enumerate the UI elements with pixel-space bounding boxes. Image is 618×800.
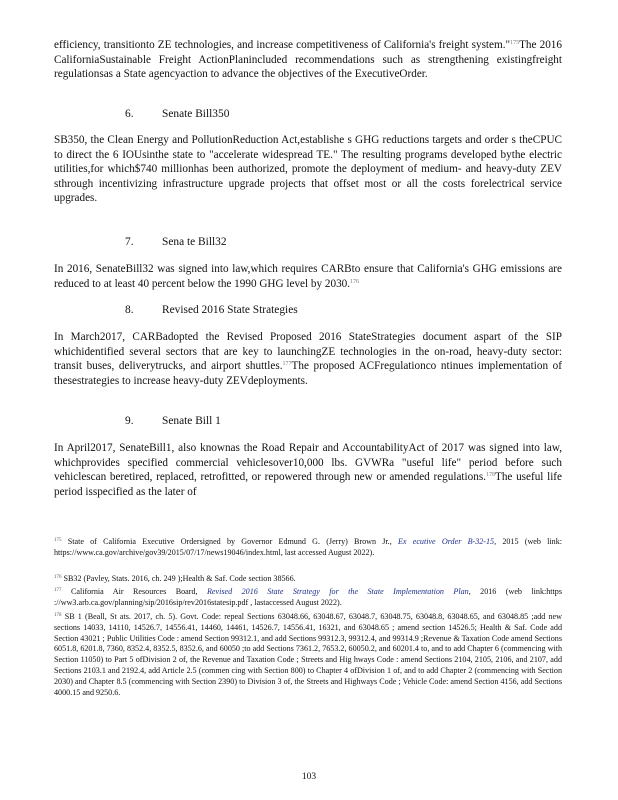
heading-title: Revised 2016 State Strategies xyxy=(162,304,298,316)
heading-title: Sena te Bill32 xyxy=(162,236,227,248)
page-number: 103 xyxy=(301,772,317,782)
paragraph-text: SB350, the Clean Energy and PollutionReduction Act,establishe s GHG reductions targets and order s theCPUC to direct the 6 IOUsinthe state to "accelerate widespread TE." The resulting programs developed bythe electric utilities,for which$740 millionhas been authorized, promote the deployment of medium- and heavy-duty ZEV sthrough incentivizing infrastructure upgrade projects that offset most or all the costs forelectrical service upgrades. xyxy=(54,134,562,205)
paragraph-text: The proposed ACFregulationco ntinues implementation of thesestrategies to increase heavy-duty ZEVdeployments. xyxy=(54,360,563,387)
footnote-ref-175[interactable]: 175 xyxy=(510,40,520,46)
paragraph-text: In March2017, CARBadopted the Revised Proposed 2016 StateStrategies document aspart of the SIP whichidentified several sectors that are key to launchingZE technologies in the on-road, heavy-duty sector: transit buses, deliverytrucks, and airport shuttles. xyxy=(54,331,562,373)
footnote-text: , 2016 (web link:https ://ww3.arb.ca.gov/planning/sip/2016sip/rev2016statesip.pdf , lastaccessed August 2022). xyxy=(54,587,563,607)
footnote-mark: 175 xyxy=(54,538,62,543)
footnote-mark: 177 xyxy=(54,588,62,593)
heading-number: 8. xyxy=(125,304,134,316)
footnote-mark: 176 xyxy=(54,575,62,580)
paragraph-freight-plan xyxy=(54,38,562,82)
paragraph-text: In April2017, SenateBill1, also knownas the Road Repair and AccountabilityAct of 2017 was signed into law, whichprovides specified commercial vehiclesover10,000 lbs. GVWRa "useful life" period before such vehiclescan beretired, replaced, retrofitted, or repowered through new or amended regulations. xyxy=(54,442,562,484)
heading-number: 6. xyxy=(125,108,134,120)
heading-senate-bill-1 xyxy=(125,414,221,428)
heading-title: Senate Bill 1 xyxy=(162,415,221,427)
paragraph-state-strategies xyxy=(54,330,562,388)
footnote-ref-178[interactable]: 178 xyxy=(485,472,495,479)
heading-title: Senate Bill350 xyxy=(162,108,230,120)
footnote-ref-177[interactable]: 177 xyxy=(282,361,292,368)
footnote-text: California Air Resources Board, xyxy=(70,587,198,596)
heading-number: 9. xyxy=(125,415,134,427)
heading-senate-bill-350 xyxy=(125,107,229,121)
footnote-separator xyxy=(54,530,204,531)
heading-revised-2016-state-strategies xyxy=(125,303,298,317)
footnote-citation-title: Ex ecutive Order B-32-15 xyxy=(397,537,495,546)
footnote-text: State of California Executive Ordersigned by Governor Edmund G. (Jerry) Brown Jr., xyxy=(67,537,392,546)
footnote-citation-title: Revised 2016 State Strategy for the State Implementation Plan xyxy=(206,587,469,596)
footnote-text: , 2015 (web link: https://www.ca.gov/archive/gov39/2015/07/17/news19046/index.html, last accessed August 2022). xyxy=(54,537,562,557)
footnote-mark: 178 xyxy=(54,613,62,618)
paragraph-sb1 xyxy=(54,441,562,499)
footnote-177 xyxy=(54,587,562,609)
footnote-178 xyxy=(54,612,562,698)
footnote-175 xyxy=(54,537,562,559)
heading-senate-bill-32 xyxy=(125,235,227,249)
footnote-text: SB32 (Pavley, Stats. 2016, ch. 249 );Health & Saf. Code section 38566. xyxy=(63,574,296,583)
paragraph-text: The useful life period isspecified as the later of xyxy=(54,471,562,498)
paragraph-sb350 xyxy=(54,133,562,206)
footnote-176 xyxy=(54,574,562,585)
footnote-text: SB 1 (Beall, St ats. 2017, ch. 5). Govt. Code: repeal Sections 63048.66, 63048.67, 63048.7, 63048.75, 63048.8, 63048.65, and 63048.85 ;add new sections 14033, 14110, 14526.7, 14556.41, 14460, 14461, 14526.7, 14556.41, 16321, and 63048.65 ; amend section 14526.5; Health & Saf. Code add Section 43021 ; Public Utilities Code : amend Section 99312.1, and add Sections 99312.3, 99312.4, and 99314.9 ;Revenue & Taxation Code amend Sections 6051.8, 6201.8, 7360, 8352.4, 8352.5, 8352.6, and 60050 ;to add Sections 7361.2, 7653.2, 60050.2, and 60201.4 to, and to add Chapter 6 (commencing with Section 11050) to Part 5 ofDivision 2 of, the Revenue and Taxation Code ; Streets and Hig hways Code : amend Sections 2104, 2105, 2106, and 2107, add Sections 2103.1 and 2192.4, add Article 2.5 (commen cing with Section 800) to Chapter 4 ofDivision 1 of, and to add Chapter 2 (commencing with Section 2030) and Chapter 8.5 (commencing with Section 2390) to Division 3 of, the Streets and Highways Code ; Vehicle Code: amend Section 4156, add Sections 4000.15 and 9250.6. xyxy=(54,612,563,697)
footnote-ref-176[interactable]: 176 xyxy=(350,278,360,285)
paragraph-text: efficiency, transitionto ZE technologies, and increase competitiveness of California's freight system." xyxy=(54,39,511,51)
heading-number: 7. xyxy=(125,236,134,248)
paragraph-sb32 xyxy=(54,262,562,291)
paragraph-text: In 2016, SenateBill32 was signed into law,which requires CARBto ensure that California's GHG emissions are reduced to at least 40 percent below the 1990 GHG level by 2030. xyxy=(54,263,562,290)
paragraph-text: The 2016 CaliforniaSustainable Freight ActionPlanincluded recommendations such as strengthening existingfreight regulationsas a State agencyaction to advance the objectives of the ExecutiveOrder. xyxy=(54,39,562,81)
